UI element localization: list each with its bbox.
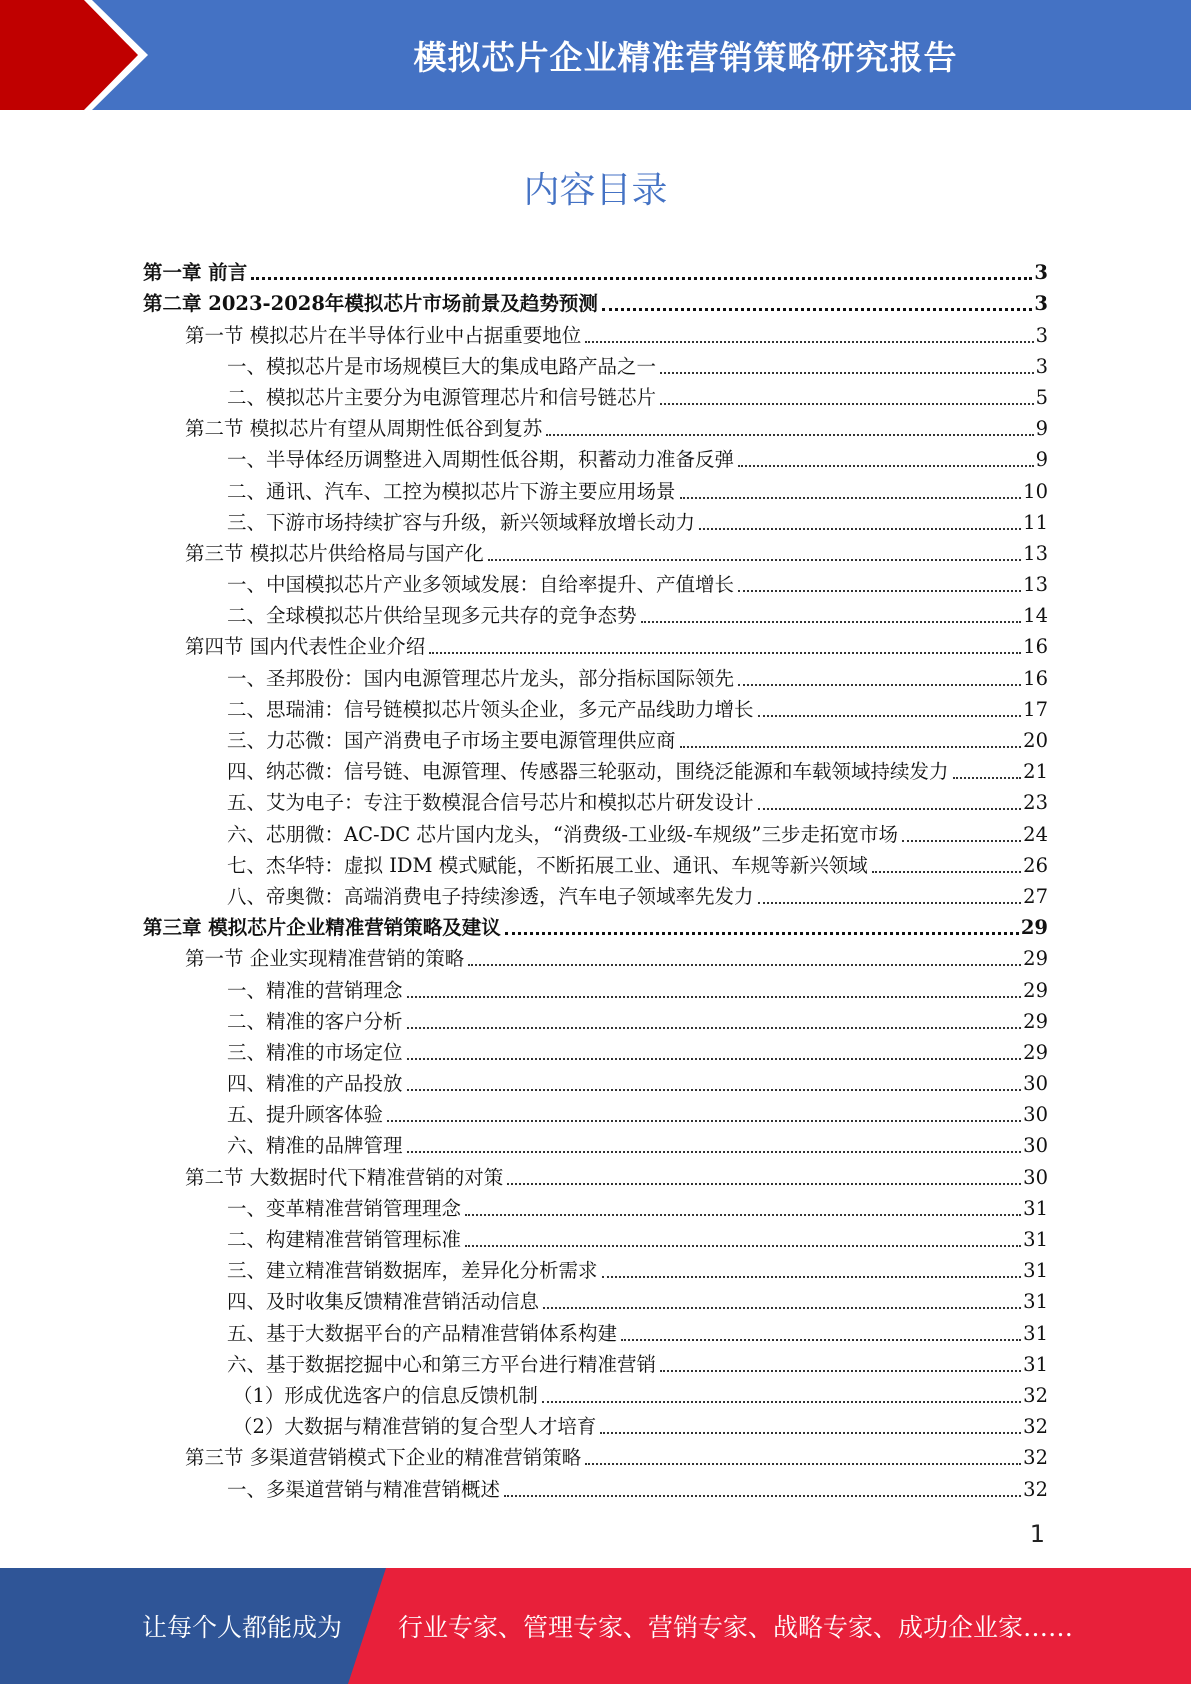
toc-dot-leader — [953, 776, 1022, 779]
toc-entry[interactable] — [143, 1346, 1048, 1377]
toc-dot-leader — [465, 1213, 1021, 1216]
toc-entry-title: 第三章 模拟芯片企业精准营销策略及建议 — [143, 916, 501, 940]
toc-entry-page: 32 — [1023, 1415, 1048, 1439]
toc-entry-title: 一、中国模拟芯片产业多领域发展：自给率提升、产值增长 — [227, 573, 735, 597]
toc-dot-leader — [641, 620, 1022, 623]
toc-entry-title: 三、力芯微：国产消费电子市场主要电源管理供应商 — [227, 729, 676, 752]
toc-dot-leader — [407, 1026, 1022, 1029]
toc-entry-title: 二、构建精准营销管理标准 — [227, 1228, 462, 1251]
toc-entry-page: 16 — [1023, 666, 1048, 690]
toc-entry-title: 第二章 2023-2028年模拟芯片市场前景及趋势预测 — [143, 292, 598, 316]
table-of-contents — [143, 254, 1048, 1502]
toc-entry[interactable] — [143, 1065, 1048, 1096]
toc-entry-page: 29 — [1023, 947, 1048, 971]
toc-entry-title: 五、基于大数据平台的产品精准营销体系构建 — [227, 1321, 618, 1345]
toc-entry-page: 27 — [1023, 884, 1048, 908]
toc-entry-page: 31 — [1023, 1196, 1048, 1220]
toc-dot-leader — [488, 558, 1021, 561]
toc-entry-page: 30 — [1023, 1165, 1048, 1189]
toc-entry[interactable] — [143, 348, 1048, 379]
toc-entry[interactable] — [143, 1314, 1048, 1345]
toc-entry-title: 三、建立精准营销数据库，差异化分析需求 — [227, 1259, 598, 1283]
toc-entry[interactable] — [143, 316, 1048, 347]
toc-entry-title: 一、半导体经历调整进入周期性低谷期，积蓄动力准备反弹 — [227, 448, 735, 472]
toc-dot-leader — [429, 651, 1021, 654]
toc-entry-title: 一、多渠道营销与精准营销概述 — [227, 1477, 501, 1501]
toc-entry[interactable] — [143, 285, 1048, 316]
toc-entry-title: 八、帝奥微：高端消费电子持续渗透，汽车电子领域率先发力 — [227, 884, 754, 908]
toc-entry-title: 二、全球模拟芯片供给呈现多元共存的竞争态势 — [227, 604, 637, 628]
toc-entry-title: 五、提升顾客体验 — [227, 1103, 384, 1127]
toc-dot-leader — [621, 1338, 1021, 1341]
toc-entry-title: 一、模拟芯片是市场规模巨大的集成电路产品之一 — [227, 354, 657, 378]
toc-entry-title: 第四节 国内代表性企业介绍 — [185, 635, 426, 659]
toc-entry-title: 一、圣邦股份：国内电源管理芯片龙头，部分指标国际领先 — [227, 666, 735, 690]
toc-entry-page: 29 — [1023, 978, 1048, 1002]
toc-dot-leader — [504, 1494, 1021, 1497]
toc-entry-title: 第二节 大数据时代下精准营销的对策 — [185, 1165, 504, 1189]
toc-entry-page: 24 — [1023, 822, 1048, 846]
toc-entry-title: 六、基于数据挖掘中心和第三方平台进行精准营销 — [227, 1352, 657, 1376]
toc-dot-leader — [602, 1275, 1022, 1278]
toc-entry-title: 二、精准的客户分析 — [227, 1009, 403, 1033]
toc-entry[interactable] — [143, 1283, 1048, 1314]
toc-entry-page: 3 — [1035, 354, 1048, 378]
toc-entry[interactable] — [143, 597, 1048, 628]
toc-dot-leader — [407, 1057, 1022, 1060]
toc-entry-page: 31 — [1023, 1352, 1048, 1376]
toc-entry-page: 13 — [1023, 573, 1048, 597]
toc-entry-title: （2）大数据与精准营销的复合型人才培育 — [233, 1415, 597, 1439]
toc-entry[interactable] — [143, 784, 1048, 815]
toc-entry[interactable] — [143, 535, 1048, 566]
toc-entry-title: 第一章 前言 — [143, 261, 248, 285]
toc-entry-title: 第三节 模拟芯片供给格局与国产化 — [185, 541, 484, 565]
toc-entry[interactable] — [143, 940, 1048, 971]
toc-entry[interactable] — [143, 566, 1048, 597]
toc-dot-leader — [543, 1306, 1021, 1309]
toc-dot-leader — [680, 496, 1022, 499]
toc-entry[interactable] — [143, 722, 1048, 753]
toc-dot-leader — [546, 433, 1033, 436]
toc-entry-page: 21 — [1023, 760, 1048, 784]
toc-entry-page: 29 — [1020, 916, 1048, 940]
toc-entry-page: 31 — [1023, 1228, 1048, 1251]
toc-entry[interactable] — [143, 441, 1048, 472]
toc-entry-page: 31 — [1023, 1290, 1048, 1314]
toc-entry-page: 30 — [1023, 1072, 1048, 1096]
toc-dot-leader — [660, 402, 1034, 405]
toc-entry[interactable] — [143, 1439, 1048, 1470]
toc-entry-title: 四、精准的产品投放 — [227, 1072, 403, 1096]
toc-entry[interactable] — [143, 1158, 1048, 1189]
toc-entry-title: 第一节 模拟芯片在半导体行业中占据重要地位 — [185, 323, 582, 347]
toc-entry-title: 第二节 模拟芯片有望从周期性低谷到复苏 — [185, 417, 543, 441]
toc-dot-leader — [585, 340, 1033, 343]
toc-entry-page: 14 — [1023, 604, 1048, 628]
toc-entry-title: 二、通讯、汽车、工控为模拟芯片下游主要应用场景 — [227, 479, 676, 503]
toc-entry[interactable] — [143, 1096, 1048, 1127]
toc-entry-page: 20 — [1023, 729, 1048, 752]
toc-entry-page: 30 — [1023, 1134, 1048, 1158]
toc-dot-leader — [738, 464, 1034, 467]
toc-dot-leader — [660, 371, 1034, 374]
toc-dot-leader — [387, 1119, 1021, 1122]
toc-dot-leader — [507, 1182, 1021, 1185]
report-title: 模拟芯片企业精准营销策略研究报告 — [413, 37, 958, 77]
toc-entry-page: 3 — [1034, 292, 1048, 316]
toc-entry-page: 32 — [1023, 1383, 1048, 1407]
footer-slogan-right: 行业专家、管理专家、营销专家、战略专家、成功企业家…… — [398, 1613, 1074, 1642]
toc-entry-title: （1）形成优选客户的信息反馈机制 — [233, 1383, 538, 1407]
toc-dot-leader — [699, 527, 1021, 530]
toc-dot-leader — [872, 870, 1021, 873]
toc-entry[interactable] — [143, 878, 1048, 909]
toc-dot-leader — [468, 963, 1021, 966]
toc-entry-page: 29 — [1023, 1040, 1048, 1064]
toc-entry-page: 13 — [1023, 541, 1048, 565]
toc-entry-page: 32 — [1023, 1446, 1048, 1470]
toc-entry[interactable] — [143, 1470, 1048, 1501]
toc-entry-page: 5 — [1035, 385, 1048, 409]
footer-slogan-left: 让每个人都能成为 — [142, 1613, 343, 1642]
toc-dot-leader — [902, 839, 1021, 842]
toc-entry-title: 二、思瑞浦：信号链模拟芯片领头企业，多元产品线助力增长 — [227, 697, 754, 721]
toc-dot-leader — [585, 1462, 1021, 1465]
header-banner — [0, 0, 1191, 110]
toc-entry-page: 16 — [1023, 635, 1048, 659]
toc-dot-leader — [407, 995, 1022, 998]
toc-entry-title: 四、及时收集反馈精准营销活动信息 — [227, 1290, 540, 1314]
toc-dot-leader — [600, 1431, 1021, 1434]
toc-entry-page: 31 — [1023, 1321, 1048, 1345]
toc-dot-leader — [738, 589, 1021, 592]
toc-entry[interactable] — [143, 691, 1048, 722]
toc-entry[interactable] — [143, 753, 1048, 784]
toc-dot-leader — [542, 1400, 1021, 1403]
toc-dot-leader — [465, 1244, 1021, 1247]
toc-entry-title: 四、纳芯微：信号链、电源管理、传感器三轮驱动，围绕泛能源和车载领域持续发力 — [227, 760, 949, 784]
toc-entry-page: 3 — [1035, 323, 1048, 347]
toc-entry[interactable] — [143, 1377, 1048, 1408]
toc-entry[interactable] — [143, 1003, 1048, 1034]
toc-entry-title: 第三节 多渠道营销模式下企业的精准营销策略 — [185, 1446, 582, 1470]
toc-dot-leader — [738, 683, 1021, 686]
toc-dot-leader — [758, 901, 1022, 904]
toc-dot-leader — [758, 714, 1022, 717]
toc-entry-page: 32 — [1023, 1477, 1048, 1501]
toc-entry-page: 31 — [1023, 1259, 1048, 1283]
toc-dot-leader — [602, 307, 1032, 311]
toc-entry[interactable] — [143, 1034, 1048, 1065]
toc-entry-title: 一、精准的营销理念 — [227, 978, 403, 1002]
toc-entry[interactable] — [143, 1190, 1048, 1221]
toc-entry[interactable] — [143, 472, 1048, 503]
toc-entry[interactable] — [143, 815, 1048, 846]
toc-entry-page: 9 — [1035, 448, 1048, 472]
toc-entry[interactable] — [143, 909, 1048, 940]
toc-entry[interactable] — [143, 628, 1048, 659]
toc-entry-title: 三、下游市场持续扩容与升级，新兴领域释放增长动力 — [227, 510, 696, 534]
toc-entry[interactable] — [143, 659, 1048, 690]
toc-heading: 内容目录 — [523, 170, 668, 211]
toc-dot-leader — [660, 1369, 1021, 1372]
toc-entry-page: 11 — [1023, 510, 1048, 534]
toc-entry-title: 六、精准的品牌管理 — [227, 1134, 403, 1158]
toc-entry[interactable] — [143, 1127, 1048, 1158]
toc-entry[interactable] — [143, 410, 1048, 441]
toc-entry-page: 9 — [1035, 417, 1048, 441]
toc-entry-page: 26 — [1023, 853, 1048, 877]
toc-entry-title: 七、杰华特：虚拟 IDM 模式赋能，不断拓展工业、通讯、车规等新兴领域 — [227, 853, 868, 877]
toc-entry-page: 17 — [1023, 697, 1048, 721]
toc-entry-page: 23 — [1023, 791, 1048, 815]
toc-entry-page: 29 — [1023, 1009, 1048, 1033]
toc-entry[interactable] — [143, 847, 1048, 878]
toc-entry-page: 30 — [1023, 1103, 1048, 1127]
page-number: 1 — [1029, 1520, 1045, 1548]
toc-entry-page: 10 — [1023, 479, 1048, 503]
toc-entry-title: 一、变革精准营销管理理念 — [227, 1196, 462, 1220]
toc-dot-leader — [758, 807, 1022, 810]
toc-dot-leader — [407, 1088, 1022, 1091]
toc-entry-title: 三、精准的市场定位 — [227, 1040, 403, 1064]
toc-entry[interactable] — [143, 1252, 1048, 1283]
toc-dot-leader — [407, 1150, 1022, 1153]
chevron-decoration-icon — [0, 0, 160, 110]
toc-entry[interactable] — [143, 971, 1048, 1002]
toc-entry[interactable] — [143, 1408, 1048, 1439]
toc-entry-title: 第一节 企业实现精准营销的策略 — [185, 947, 465, 971]
toc-entry[interactable] — [143, 504, 1048, 535]
toc-entry-title: 五、艾为电子：专注于数模混合信号芯片和模拟芯片研发设计 — [227, 791, 754, 815]
toc-entry-page: 3 — [1034, 261, 1048, 285]
toc-dot-leader — [505, 931, 1019, 935]
toc-entry[interactable] — [143, 379, 1048, 410]
toc-entry-title: 六、芯朋微：AC-DC 芯片国内龙头，“消费级-工业级-车规级”三步走拓宽市场 — [227, 822, 898, 846]
toc-dot-leader — [680, 745, 1022, 748]
toc-entry[interactable] — [143, 254, 1048, 285]
footer-banner — [0, 1568, 1191, 1684]
toc-dot-leader — [251, 276, 1032, 280]
toc-entry-title: 二、模拟芯片主要分为电源管理芯片和信号链芯片 — [227, 385, 657, 409]
toc-entry[interactable] — [143, 1221, 1048, 1252]
